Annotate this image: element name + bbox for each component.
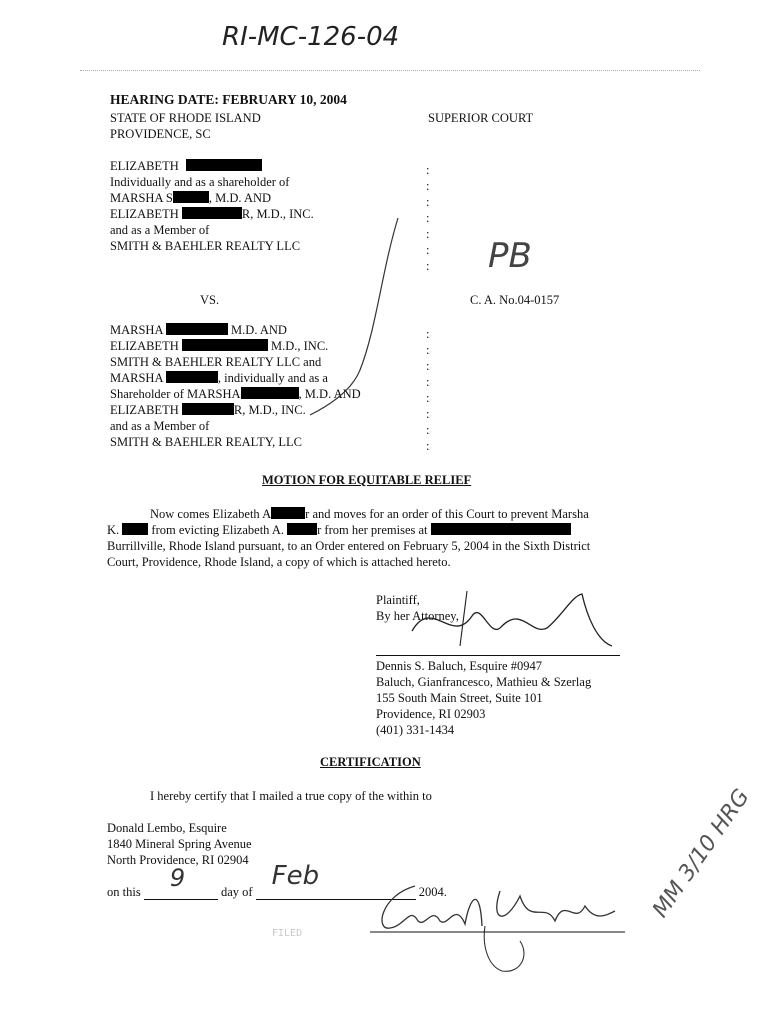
handwritten-day: 9 xyxy=(169,864,186,892)
defendant-line-6a: ELIZABETH xyxy=(110,403,179,417)
year-label: 2004. xyxy=(418,885,447,899)
plaintiff-line-5: and as a Member of xyxy=(110,223,210,237)
plaintiffs-block xyxy=(110,158,314,254)
county-caption: PROVIDENCE, SC xyxy=(110,127,211,141)
defendant-line-2b: M.D., INC. xyxy=(270,339,329,353)
defendant-line-5b: , M.D. AND xyxy=(298,387,361,401)
handwritten-doc-ref: RI-MC-126-04 xyxy=(222,22,400,52)
attorney-phone: (401) 331-1434 xyxy=(376,723,455,737)
certification-text: I hereby certify that I mailed a true copy of the within to xyxy=(150,789,432,803)
defendant-line-2a: ELIZABETH xyxy=(110,339,179,353)
attorney-city: Providence, RI 02903 xyxy=(376,707,486,721)
defendant-line-8: SMITH & BAEHLER REALTY, LLC xyxy=(110,435,303,449)
recipient-city: North Providence, RI 02904 xyxy=(107,853,249,867)
recipient-address xyxy=(107,820,252,868)
redaction xyxy=(173,191,209,203)
colon-column-plaintiffs: : : : : : : : xyxy=(426,163,430,273)
recipient-street: 1840 Mineral Spring Avenue xyxy=(107,837,252,851)
plaintiff-line-4b: R, M.D., INC. xyxy=(241,207,314,221)
motion-paragraph-line-3: Burrillville, Rhode Island pursuant, to an Order entered on February 5, 2004 in the Sixth District xyxy=(107,539,591,553)
versus-label: VS. xyxy=(200,293,220,307)
attorney-signature xyxy=(372,586,622,656)
defendant-line-1a: MARSHA xyxy=(110,323,163,337)
on-this-label: on this xyxy=(107,885,141,899)
motion-title: MOTION FOR EQUITABLE RELIEF xyxy=(262,473,472,487)
margin-handwritten-note: MM 3/10 HRG xyxy=(648,784,755,923)
defendant-line-5a: Shareholder of MARSHA xyxy=(110,387,241,401)
recipient-name: Donald Lembo, Esquire xyxy=(107,821,227,835)
attorney-name: Dennis S. Baluch, Esquire #0947 xyxy=(376,659,542,673)
handwritten-diagonal-stroke xyxy=(290,210,410,420)
redaction xyxy=(271,507,305,519)
defendant-line-7: and as a Member of xyxy=(110,419,210,433)
redaction xyxy=(182,207,242,219)
redaction xyxy=(182,339,268,351)
handwritten-month: Feb xyxy=(271,861,320,891)
redaction xyxy=(122,523,148,535)
redaction xyxy=(431,523,571,535)
plaintiff-line-3a: MARSHA S xyxy=(110,191,173,205)
certifier-signature xyxy=(370,866,630,976)
court-caption: SUPERIOR COURT xyxy=(428,111,534,125)
redaction xyxy=(166,323,228,335)
defendant-line-6b: R, M.D., INC. xyxy=(233,403,306,417)
hearing-date: HEARING DATE: FEBRUARY 10, 2004 xyxy=(110,92,347,107)
plaintiff-line-1: ELIZABETH xyxy=(110,159,179,173)
day-of-label: day of xyxy=(220,885,253,899)
motion-paragraph-line-2: K. from evicting Elizabeth A. r from her premises at xyxy=(107,522,571,538)
motion-paragraph-line-4: Court, Providence, Rhode Island, a copy of which is attached hereto. xyxy=(107,555,451,569)
defendant-line-4b: , individually and as a xyxy=(217,371,328,385)
attorney-firm: Baluch, Gianfrancesco, Mathieu & Szerlag xyxy=(376,675,592,689)
day-blank xyxy=(144,864,218,900)
plaintiff-line-3b: , M.D. AND xyxy=(208,191,272,205)
signature-line xyxy=(376,655,620,656)
redaction xyxy=(182,403,234,415)
handwritten-initials: PB xyxy=(488,236,532,276)
plaintiff-line-2: Individually and as a shareholder of xyxy=(110,175,290,189)
state-caption: STATE OF RHODE ISLAND xyxy=(110,111,261,125)
plaintiff-line-4a: ELIZABETH xyxy=(110,207,179,221)
faint-filed-stamp: FILED xyxy=(272,928,303,939)
colon-column-defendants: : : : : : : : : xyxy=(426,327,430,453)
motion-paragraph-line-1: Now comes Elizabeth A r and moves for an order of this Court to prevent Marsha xyxy=(150,507,589,521)
redaction xyxy=(287,523,317,535)
defendant-line-4a: MARSHA xyxy=(110,371,163,385)
signature-role: Plaintiff, xyxy=(376,593,420,607)
top-dotted-rule xyxy=(80,70,700,71)
defendant-line-3: SMITH & BAEHLER REALTY LLC and xyxy=(110,355,322,369)
redaction xyxy=(166,371,218,383)
redaction xyxy=(186,159,262,171)
defendant-line-1b: M.D. AND xyxy=(231,323,287,337)
attorney-street: 155 South Main Street, Suite 101 xyxy=(376,691,543,705)
plaintiff-line-6: SMITH & BAEHLER REALTY LLC xyxy=(110,239,301,253)
case-number: C. A. No.04-0157 xyxy=(470,293,560,307)
attorney-info xyxy=(376,658,591,738)
signature-by: By her Attorney, xyxy=(376,609,459,623)
certification-title: CERTIFICATION xyxy=(320,755,421,769)
